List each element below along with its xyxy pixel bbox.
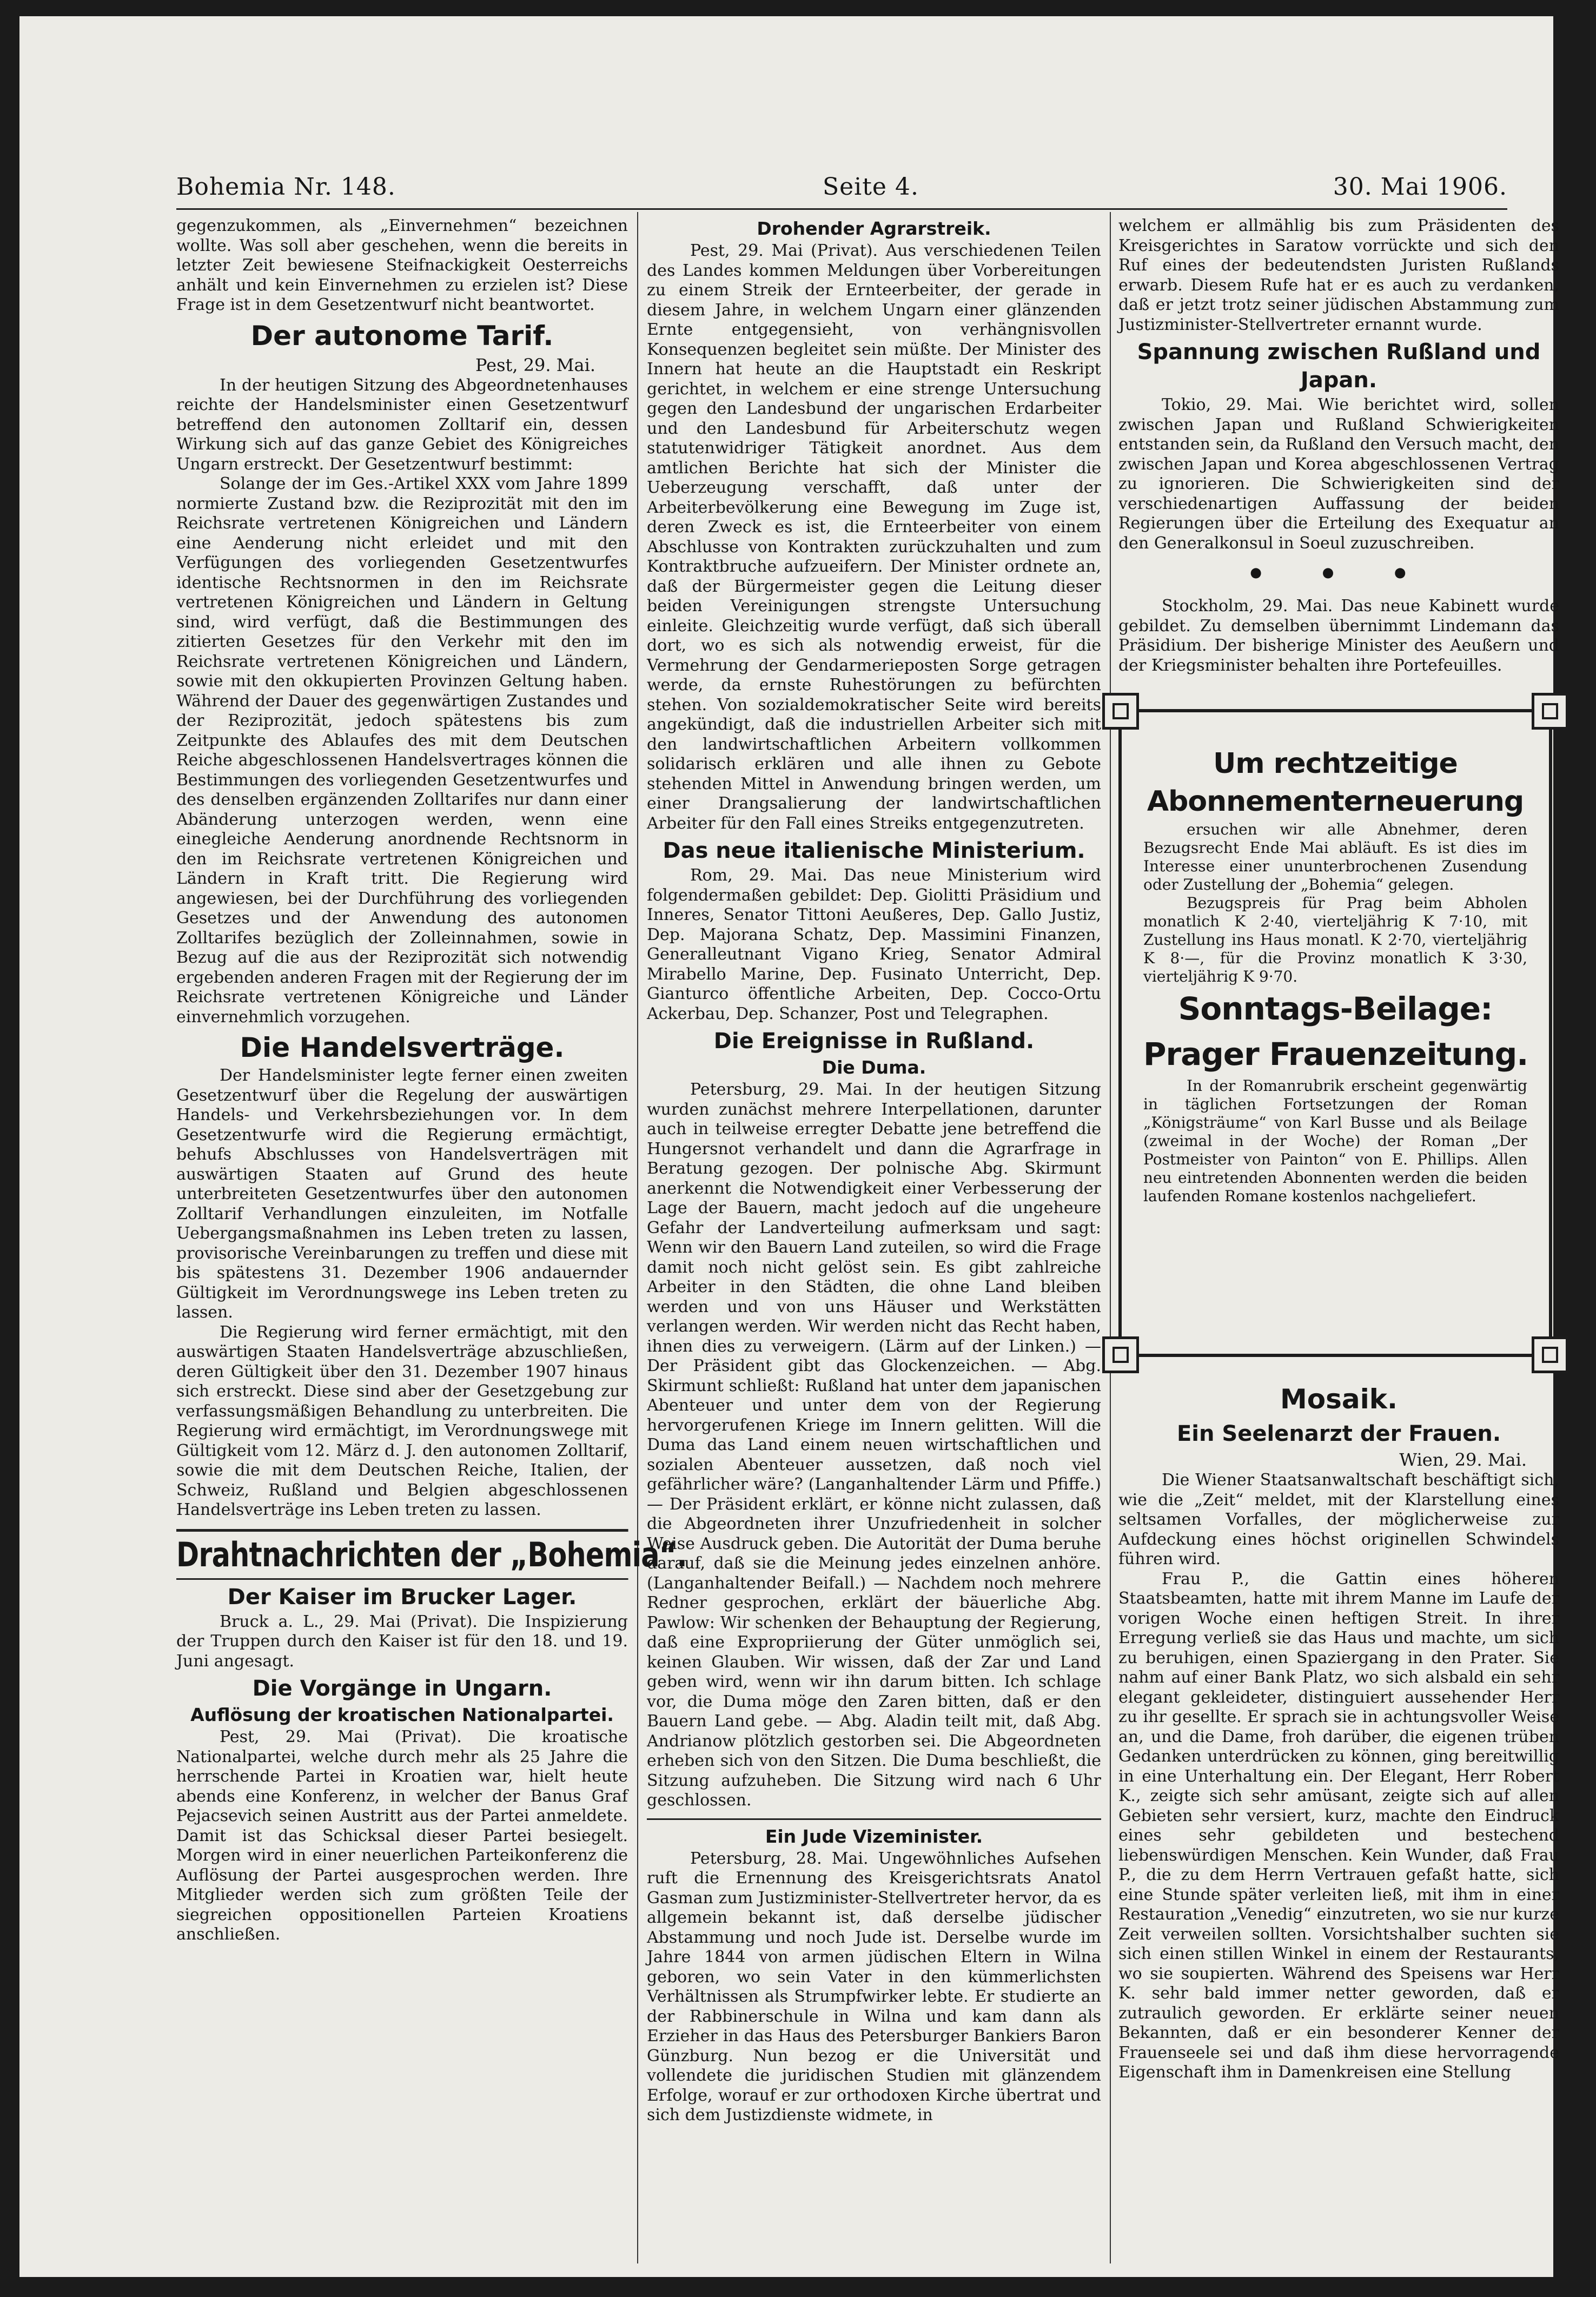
article-title-tarif: Der autonome Tarif. (250, 320, 554, 352)
article-paragraph: Solange der im Ges.-Artikel XXX vom Jahre 1899 normierte Zustand bzw. die Reziprozität mit den im Reichsrate vertretenen Königreichen und Ländern eine Aenderung nicht erleidet und mit den Verfügungen des vorliegenden Gesetzentwurfes identische Rechtsnormen in den im Reichsrate vertretenen Königreichen und Ländern in Geltung sind, wird verfügt, daß die Bestimmungen des zitierten Gesetzes für den Verkehr mit den im Reichsrate vertretenen Königreichen und Ländern, sowie mit den okkupierten Provinzen Geltung haben. Während der Dauer des gegenwärtigen Zustandes und der Reziprozität, jedoch spätestens bis zum Zeitpunkte des Ablaufes des mit dem Deutschen Reiche abgeschlossenen Handelsvertrages können die Bestimmungen des vorliegenden Gesetzentwurfes und des denselben ergänzenden Zolltarifes nur dann einer Abänderung unterzogen werden, wenn eine einegleiche Aenderung anordnende Rechtsnorm in den im Reichsrate vertretenen Königreichen und Ländern in Kraft tritt. Die Regierung wird angewiesen, bei der Durchführung des vorliegenden Gesetzes und der Anwendung des autonomen Zolltarifes bezüglich der Zolleinnahmen, sowie in Bezug auf die aus der Reziprozität sich notwendig ergebenden anderen Fragen mit der Regierung der im Reichsrate vertretenen Königreiche und Länder einvernehmlich vorzugehen. (176, 474, 628, 1027)
article-paragraph: Frau P., die Gattin eines höheren Staatsbeamten, hatte mit ihrem Manne im Laufe der vorigen Woche einen heftigen Streit. In ihrer Erregung verließ sie das Haus und machte, um sich zu beruhigen, einen Spaziergang in den Prater. Sie nahm auf einer Bank Platz, wo sich alsbald ein sehr elegant gekleideter, distinguiert aussehender Herr zu ihr gesellte. Er sprach sie in achtungsvoller Weise an, und die Dame, froh darüber, die eigenen trüben Gedanken unterdrücken zu können, ging bereitwillig in eine Unterhaltung ein. Der Elegant, Herr Robert K., zeigte sich sehr amüsant, zeigte sich auf allen Gebieten sehr versiert, kurz, machte den Eindruck eines sehr gebildeten und bestechend liebenswürdigen Menschen. Kein Wunder, daß Frau P., die zu dem Herrn Vertrauen gefaßt hatte, sich eine Stunde später verleiten ließ, mit ihm in einer Restauration „Venedig“ einzutreten, wo sie nur kurze Zeit verweilen sollten. Vorsichtshalber suchten sie sich einen stillen Winkel in einem der Restaurants, wo sie soupierten. Während des Speisens war Herr K. sehr bald immer netter geworden, daß er zutraulich geworden. Er erklärte seiner neuen Bekannten, daß er ein besonderer Kenner der Frauenseele sei und daß ihm diese hervorragende Eigenschaft ihm in Damenkreisen eine Stellung (1118, 1569, 1559, 2082)
article-subtitle: Die Duma. (822, 1057, 926, 1078)
ad-paragraph: In der Romanrubrik erscheint gegenwärtig in täglichen Fortsetzungen der Roman „Königsträume“ von Karl Busse und als Beilage (zweimal in der Woche) der Roman „Der Postmeister von Painton“ von E. Phillips. Allen neu eintretenden Abonnenten werden die beiden laufenden Romane kostenlos nachgeliefert. (1143, 1077, 1527, 1205)
dateline: Pest, 29. Mai. (475, 354, 595, 375)
article-title-handelsvertraege: Die Handelsverträge. (240, 1032, 565, 1063)
separator-dots: • • • (1246, 557, 1432, 591)
article-paragraph: Tokio, 29. Mai. Wie berichtet wird, sollen zwischen Japan und Rußland Schwierigkeiten entstanden sein, da Rußland den Versuch macht, den zwischen Japan und Korea abgeschlossenen Vertrag zu ignorieren. Die Schwierigkeiten sind der verschiedenartigen Auffassung der beiden Regierungen über die Erteilung des Exequatur an den Generalkonsul in Soeul zuzuschreiben. (1118, 395, 1559, 553)
section-title-drahtnachrichten: Drahtnachrichten der „Bohemia“. (176, 1529, 628, 1580)
article-paragraph: Petersburg, 28. Mai. Ungewöhnliches Aufsehen ruft die Ernennung des Kreisgerichtsrats Anatol Gasman zum Justizminister-Stellvertreter hervor, da es allgemein bekannt ist, daß derselbe jüdischer Abstammung und noch Jude ist. Derselbe wurde im Jahre 1844 von armen jüdischen Eltern in Wilna geboren, wo sein Vater in den kümmerlichsten Verhältnissen als Strumpfwirker lebte. Er studierte an der Rabbinerschule in Wilna und kam dann als Erzieher in das Haus des Petersburger Bankiers Baron Günzburg. Nun bezog er die Universität und vollendete die juridischen Studien mit glänzendem Erfolge, worauf er zur orthodoxen Kirche übertrat und sich dem Justizdienste widmete, in (647, 1849, 1101, 2124)
ornament-corner (1102, 1336, 1139, 1373)
header-date: 30. Mai 1906. (1333, 173, 1507, 201)
article-paragraph: Die Regierung wird ferner ermächtigt, mit den auswärtigen Staaten Handelsverträge abzuschließen, deren Gültigkeit über den 31. Dezember 1907 hinaus sich erstreckt. Diese sind aber der Gesetzgebung zur verfassungsmäßigen Behandlung zu unterbreiten. Die Regierung wird ermächtigt, im Verordnungswege mit Gültigkeit vom 12. März d. J. den autonomen Zolltarif, sowie die mit dem Deutschen Reiche, Italien, der Schweiz, Rußland und Belgien abgeschlossenen Handelsverträge ins Leben treten zu lassen. (176, 1322, 628, 1519)
article-paragraph: Pest, 29. Mai (Privat). Aus verschiedenen Teilen des Landes kommen Meldungen über Vorbereitungen zu einem Streik der Ernteerbeiter, der gerade in diesem Jahre, in welchem Ungarn einer glänzenden Ernte entgegensieht, von verhängnisvollen Konsequenzen begleitet sein müßte. Der Minister des Innern hat heute an die Hauptstadt ein Reskript gerichtet, in welchem er eine strenge Untersuchung gegen den Landesbund der ungarischen Erdarbeiter und den Landesbund für Arbeiterschutz wegen statutenwidriger Tätigkeit anordnet. Aus dem amtlichen Berichte hat sich der Minister die Ueberzeugung verschafft, daß unter der Arbeiterbevölkerung eine Bewegung im Zuge ist, deren Zweck es ist, die Ernteerbeiter von einem Abschlusse von Kontrakten zurückzuhalten und zum Kontraktbruche aufzueifern. Der Minister ordnete an, daß der Bürgermeister gegen die Leitung dieser beiden Vereinigungen strengste Untersuchung einleite. Gleichzeitig wurde verfügt, daß sich überall dort, wo es sich als notwendig erweist, für die Vermehrung der Gendarmerieposten Sorge getragen werde, da ernste Ruhestörungen zu befürchten stehen. Von sozialdemokratischer Seite wird bereits angekündigt, daß die industriellen Arbeiter sich mit den landwirtschaftlichen Arbeitern vollkommen solidarisch erklären und alle ihnen zu Gebote stehenden Mittel in Anwendung bringen werden, um einer Drangsalierung der landwirtschaftlichen Arbeiter für den Fall eines Streiks entgegenzutreten. (647, 241, 1101, 833)
ad-paragraph: ersuchen wir alle Abnehmer, deren Bezugsrecht Ende Mai abläuft. Es ist dies im Interesse einer ununterbrochenen Zusendung oder Zustellung der „Bohemia“ gelegen. (1143, 820, 1527, 893)
article-paragraph: welchem er allmählig bis zum Präsidenten des Kreisgerichtes in Saratow vorrückte und sich den Ruf eines der bedeutendsten Juristen Rußlands erwarb. Diesem Rufe hat er es auch zu verdanken, daß er jetzt trotz seiner jüdischen Abstammung zum Justizminister-Stellvertreter ernannt wurde. (1118, 216, 1559, 334)
intro-paragraph: gegenzukommen, als „Einvernehmen“ bezeichnen wollte. Was soll aber geschehen, wenn die bereits in letzter Zeit bewiesene Steifnackigkeit Oesterreichs anhält und kein Einvernehmen zu erzielen ist? Diese Frage ist in dem Gesetzentwurf nicht beantwortet. (176, 216, 628, 314)
ad-title: Sonntags-Beilage: (1178, 990, 1493, 1027)
column-1 (176, 216, 687, 2263)
article-title-ungarn: Die Vorgänge in Ungarn. (252, 1676, 552, 1701)
article-paragraph: Stockholm, 29. Mai. Das neue Kabinett wurde gebildet. Zu demselben übernimmt Lindemann das Präsidium. Der bisherige Minister des Aeußern und der Kriegsminister behalten ihre Portefeuilles. (1118, 597, 1559, 675)
column-divider (637, 212, 638, 2263)
subscription-advertisement (1118, 709, 1552, 1357)
ad-title: Prager Frauenzeitung. (1143, 1036, 1528, 1073)
article-paragraph: Rom, 29. Mai. Das neue Ministerium wird folgendermaßen gebildet: Dep. Giolitti Präsidium und Inneres, Senator Tittoni Aeußeres, Dep. Gallo Justiz, Dep. Majorana Schatz, Dep. Massimini Finanzen, Generalleutnant Vigano Krieg, Senator Admiral Mirabello Marine, Dep. Fusinato Unterricht, Dep. Gianturco öffentliche Arbeiten, Dep. Cocco-Ortu Ackerbau, Dep. Schanzer, Post und Telegraphen. (647, 866, 1101, 1023)
column-3 (1118, 216, 1559, 2263)
header-page-number: Seite 4. (823, 173, 919, 201)
article-title-italien: Das neue italienische Ministerium. (663, 838, 1085, 863)
article-paragraph: Der Handelsminister legte ferner einen zweiten Gesetzentwurf über die Regelung der auswärtigen Handels- und Verkehrsbeziehungen vor. In dem Gesetzentwurfe wird die Regierung ermächtigt, behufs Abschlusses von Handelsverträgen mit auswärtigen Staaten auf Grund des heute unterbreiteten Gesetzentwurfes über den autonomen Zolltarif Verhandlungen einzuleiten, im Notfalle Uebergangsmaßnahmen ins Leben treten zu lassen, provisorische Vereinbarungen zu treffen und diese mit bis spätestens 31. Dezember 1906 andauernder Gültigkeit im Verordnungswege ins Leben treten zu lassen. (176, 1066, 628, 1322)
article-title-vizeminister: Ein Jude Vizeminister. (765, 1825, 983, 1847)
article-title-kaiser: Der Kaiser im Brucker Lager. (227, 1584, 577, 1610)
article-title-seelenarzt: Ein Seelenarzt der Frauen. (1176, 1421, 1501, 1446)
page-header (176, 173, 1507, 206)
header-rule (176, 208, 1507, 210)
article-paragraph: In der heutigen Sitzung des Abgeordnetenhauses reichte der Handelsminister einen Gesetzentwurf betreffend den autonomen Zolltarif ein, dessen Wirkung sich auf das ganze Gebiet des Königreiches Ungarn erstreckt. Der Gesetzentwurf bestimmt: (176, 375, 628, 474)
header-paper-issue: Bohemia Nr. 148. (176, 173, 396, 201)
article-paragraph: Die Wiener Staatsanwaltschaft beschäftigt sich, wie die „Zeit“ meldet, mit der Klarstellung eines seltsamen Vorfalles, der möglicherweise zur Aufdeckung eines höchst originellen Schwindels führen wird. (1118, 1471, 1559, 1568)
dateline: Wien, 29. Mai. (1399, 1449, 1527, 1470)
column-divider (1110, 212, 1111, 2263)
ornament-corner (1532, 693, 1568, 730)
ornament-corner (1102, 693, 1139, 730)
article-subtitle: Auflösung der kroatischen Nationalpartei. (190, 1704, 614, 1725)
newspaper-page (19, 16, 1559, 2277)
ad-prices: Bezugspreis für Prag beim Abholen monatlich K 2·40, vierteljährig K 7·10, mit Zustellung ins Haus monatl. K 2·70, vierteljährig K 8·—, für die Provinz monatlich K 3·30, vierteljährig K 9·70. (1143, 894, 1527, 985)
article-paragraph: Bruck a. L., 29. Mai (Privat). Die Inspizierung der Truppen durch den Kaiser ist für den 18. und 19. Juni angesagt. (176, 1612, 628, 1671)
ornament-corner (1532, 1336, 1568, 1373)
article-title-agrarstreik: Drohender Agrarstreik. (757, 218, 991, 239)
section-title-mosaik: Mosaik. (1280, 1384, 1398, 1415)
ad-title: Um rechtzeitige (1213, 747, 1458, 780)
column-2 (647, 216, 1101, 2263)
article-paragraph: Pest, 29. Mai (Privat). Die kroatische Nationalpartei, welche durch mehr als 25 Jahre die herrschende Partei in Kroatien war, hielt heute abends eine Konferenz, in welcher der Banus Graf Pejacsevich seinen Austritt aus der Partei anmeldete. Damit ist das Schicksal dieser Partei besiegelt. Morgen wird in einer neuerlichen Parteikonferenz die Auflösung der Partei ausgesprochen werden. Ihre Mitglieder werden sich zum größten Teile der siegreichen oppositionellen Parteien Kroatiens anschließen. (176, 1727, 628, 1944)
divider (647, 1818, 1101, 1820)
ad-title: Abonnementerneuerung (1147, 785, 1524, 818)
article-title-japan: Spannung zwischen Rußland und Japan. (1137, 340, 1541, 393)
article-title-russland: Die Ereignisse in Rußland. (713, 1029, 1035, 1054)
article-paragraph: Petersburg, 29. Mai. In der heutigen Sitzung wurden zunächst mehrere Interpellationen, darunter auch in teilweise erregter Debatte jene betreffend die Hungersnot verhandelt und dann die Agrarfrage in Beratung gezogen. Der polnische Abg. Skirmunt anerkennt die Notwendigkeit einer Verbesserung der Lage der Bauern, macht jedoch auf die ungeheure Gefahr der Landverteilung aufmerksam und sagt: Wenn wir den Bauern Land zuteilen, so wird die Frage damit noch nicht gelöst sein. Es gibt zahlreiche Arbeiter in den Städten, die ohne Land bleiben werden und von uns Häuser und Werkstätten verlangen werden. Wir werden nicht das Recht haben, ihnen dies zu verweigern. (Lärm auf der Linken.) — Der Präsident gibt das Glockenzeichen. — Abg. Skirmunt schließt: Rußland hat unter dem japanischen Abenteuer und unter dem von der Regierung hervorgerufenen Kriege im Innern gelitten. Will die Duma das Land einem neuen wirtschaftlichen und sozialen Abenteuer aussetzen, daß noch viel gefährlicher wäre? (Langanhaltender Lärm und Pfiffe.) — Der Präsident erklärt, er könne nicht zulassen, daß die Abgeordneten ihrer Unzufriedenheit in solcher Weise Ausdruck geben. Die Autorität der Duma beruhe darauf, daß sie die Meinung jedes einzelnen anhöre. (Langanhaltender Beifall.) — Nachdem noch mehrere Redner gesprochen, erklärt der bäuerliche Abg. Pawlow: Wir schenken der Behauptung der Regierung, daß eine Expropriierung der Güter unmöglich sei, keinen Glauben. Wir wissen, daß der Zar und Land geben wird, wenn wir ihn darum bitten. Ich schlage vor, die Duma möge den Zaren bitten, daß er den Bauern Land gebe. — Abg. Aladin teilt mit, daß Abg. Andrianow plötzlich gestorben sei. Die Abgeordneten erheben sich von den Sitzen. Die Duma beschließt, die Sitzung aufzuheben. Die Sitzung wird nach 6 Uhr geschlossen. (647, 1080, 1101, 1810)
